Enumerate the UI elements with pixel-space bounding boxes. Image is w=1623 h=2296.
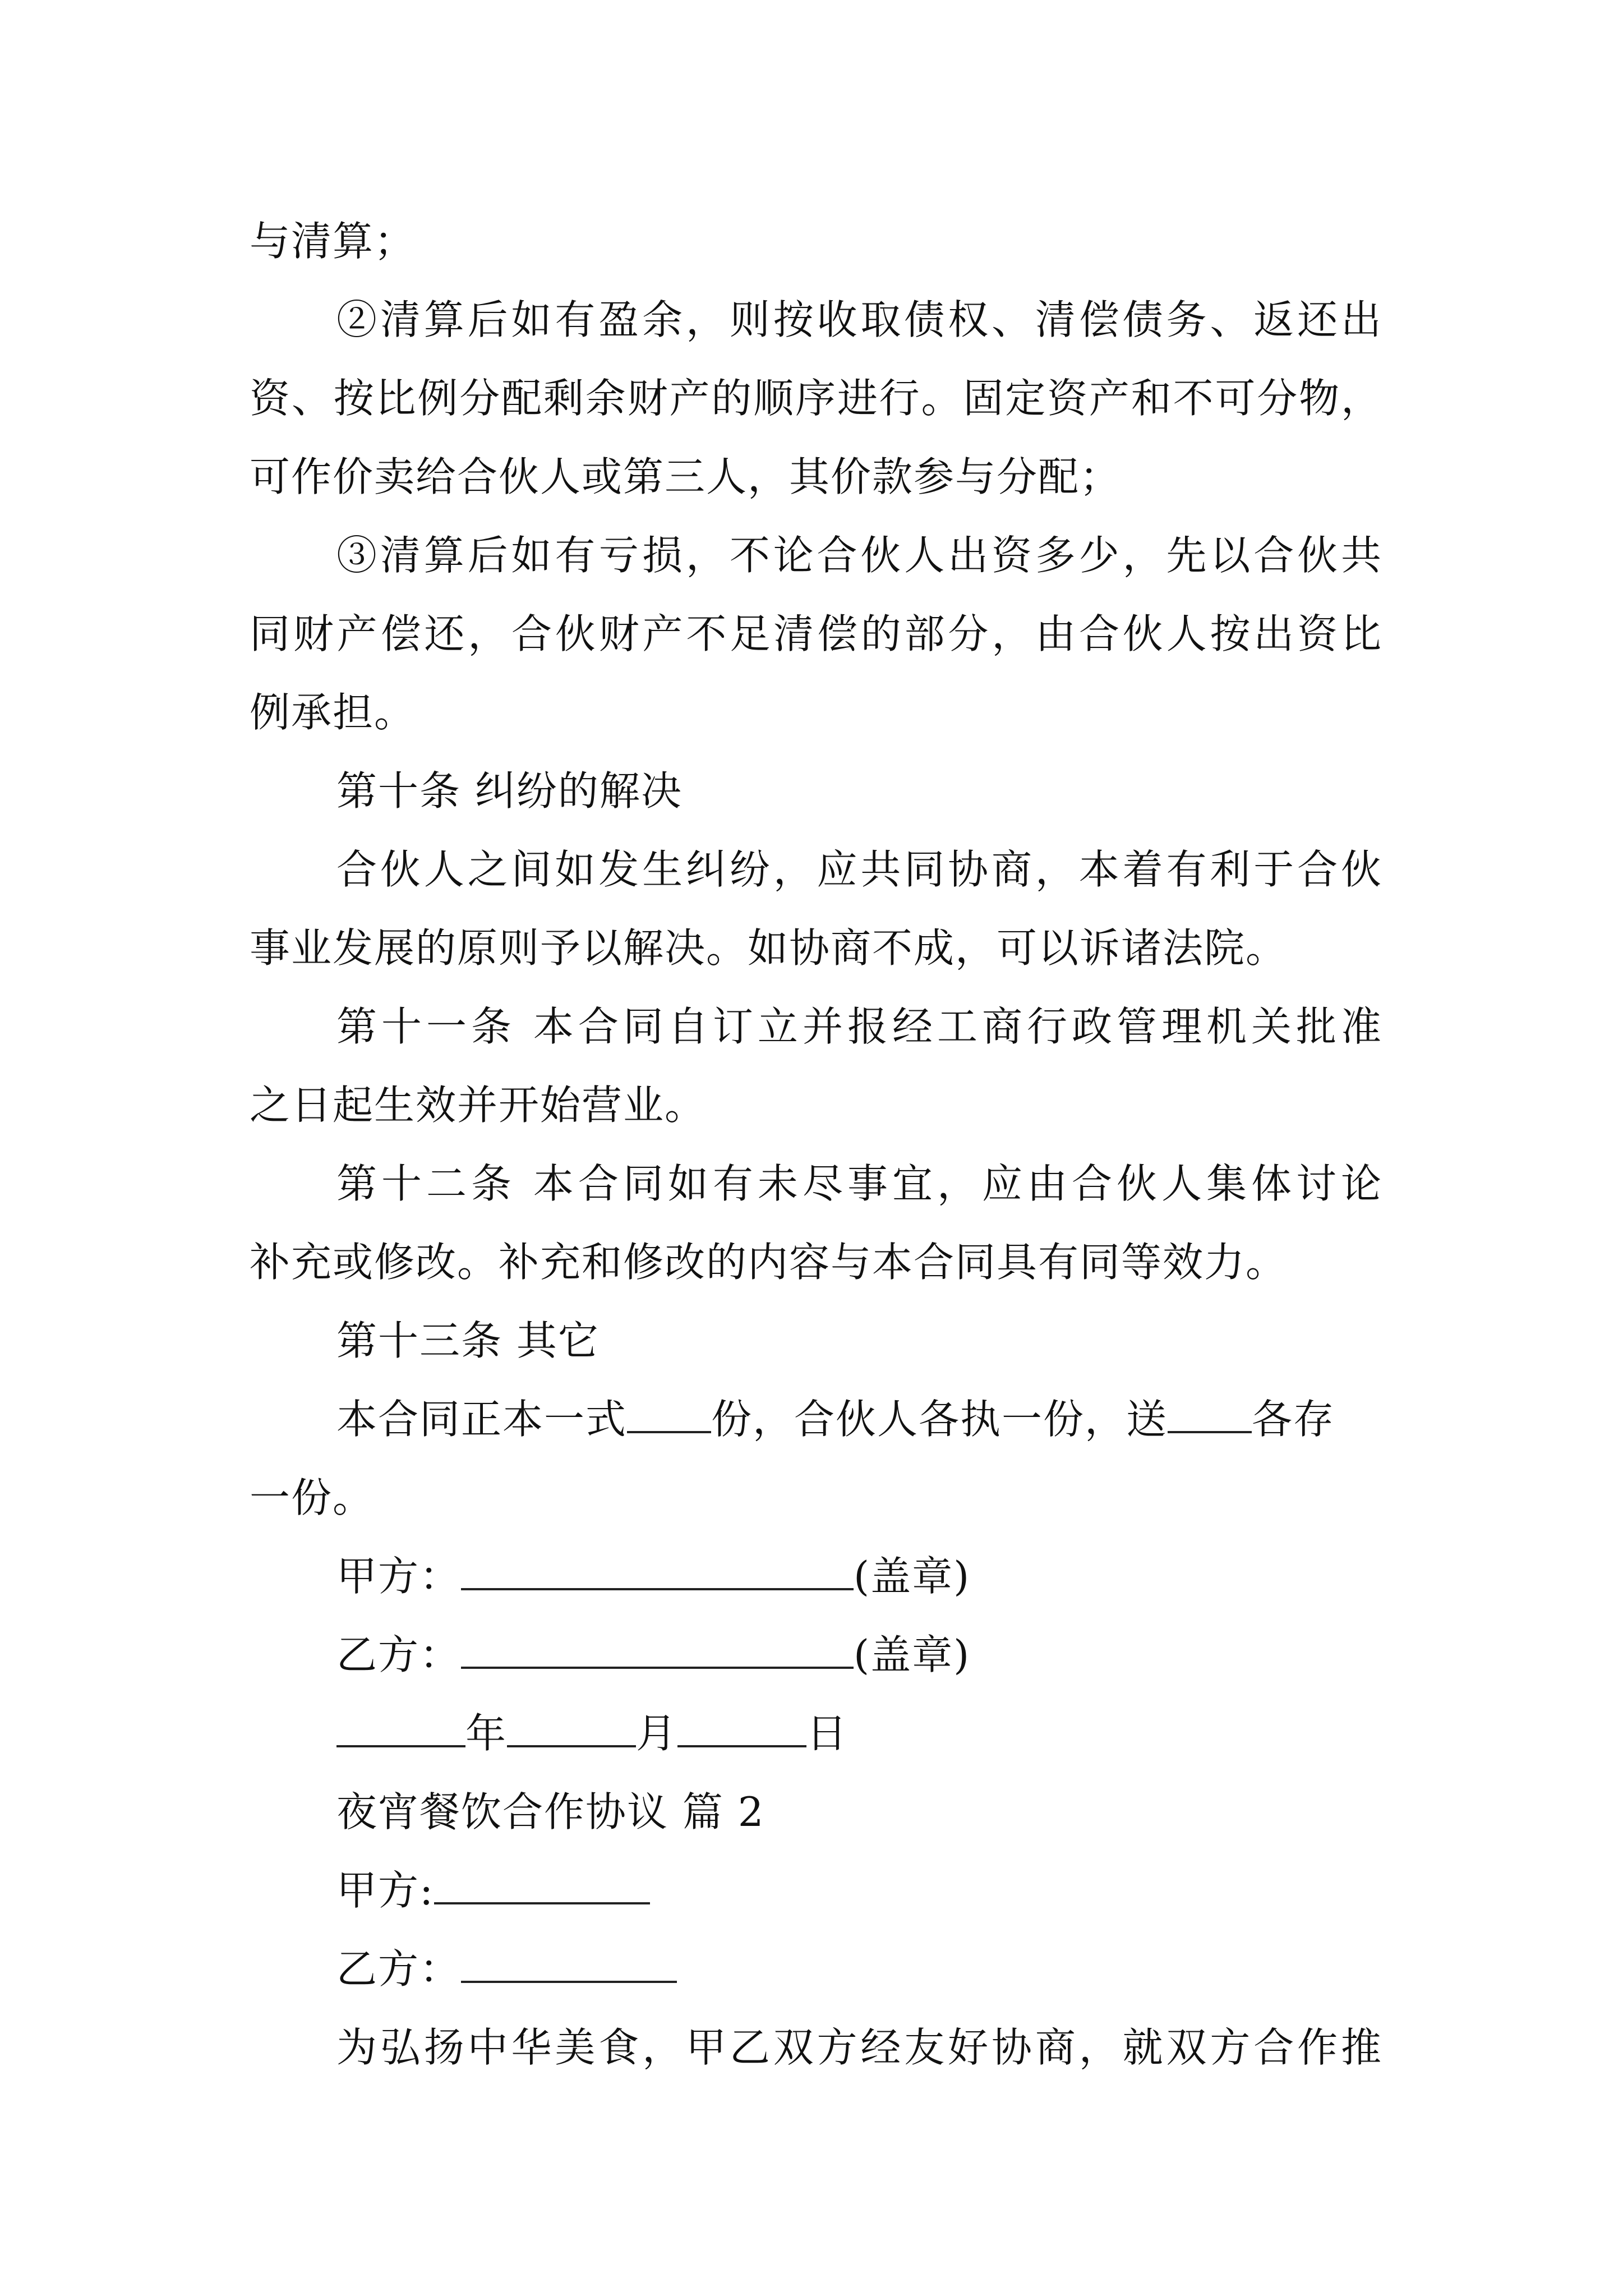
text-line: 例承担。 [250,689,416,736]
party-b-line [336,1930,1382,2008]
party-a-name-blank [434,1862,650,1904]
day-label: 日 [806,1710,849,1757]
party-b-signature-blank [461,1626,854,1669]
text-line: 同财产偿还，合伙财产不足清偿的部分，由合伙人按出资比 [250,610,1382,657]
party-b-label: 乙方： [336,1631,462,1678]
text-line: 事业发展的原则予以解决。如协商不成，可以诉诸法院。 [250,924,1288,972]
party-a-label: 甲方： [336,1553,462,1600]
copies-text: 各存 [1252,1396,1335,1443]
text-line: 之日起生效并开始营业。 [250,1082,707,1129]
text-line: 资、按比例分配剩余财产的顺序进行。固定资产和不可分物， [250,375,1382,422]
text-line: 补充或修改。补充和修改的内容与本合同具有同等效力。 [250,1239,1288,1286]
text-line: 一份。 [250,1474,375,1521]
month-blank [507,1705,636,1747]
year-label: 年 [465,1710,508,1757]
seal-label: (盖章) [854,1553,971,1600]
party-b-name-blank [461,1940,677,1983]
text-line: 与清算； [250,218,416,265]
year-blank [336,1705,465,1747]
date-line [336,1694,1382,1773]
copies-recipient-blank [1168,1391,1252,1433]
section-heading: 第十条 纠纷的解决 [336,767,683,815]
text-line: 第十二条 本合同如有未尽事宜，应由合伙人集体讨论 [336,1160,1382,1207]
party-a-line [336,1851,1382,1930]
party-a-label: 甲方: [336,1867,435,1914]
copies-text: 份，合伙人各执一份，送 [711,1396,1168,1443]
party-a-signature-blank [461,1548,854,1590]
party-b-signature-line [336,1616,1382,1694]
text-line: ③清算后如有亏损，不论合伙人出资多少，先以合伙共 [336,532,1382,579]
copies-line [336,1380,1382,1458]
day-blank [677,1705,806,1747]
text-line: 为弘扬中华美食，甲乙双方经友好协商，就双方合作推 [336,2024,1382,2071]
text-line: 第十一条 本合同自订立并报经工商行政管理机关批准 [336,1003,1382,1050]
month-label: 月 [636,1710,678,1757]
text-line: 可作价卖给合伙人或第三人，其价款参与分配； [250,453,1122,500]
party-b-label: 乙方： [336,1945,462,1993]
copies-count-blank [627,1391,711,1433]
agreement-title: 夜宵餐饮合作协议 篇 2 [336,1788,765,1835]
party-a-signature-line [336,1537,1382,1616]
seal-label: (盖章) [854,1631,971,1678]
copies-text: 本合同正本一式 [336,1396,628,1443]
section-heading: 第十三条 其它 [336,1317,600,1364]
text-line: ②清算后如有盈余，则按收取债权、清偿债务、返还出 [336,296,1382,343]
text-line: 合伙人之间如发生纠纷，应共同协商，本着有利于合伙 [336,846,1382,893]
